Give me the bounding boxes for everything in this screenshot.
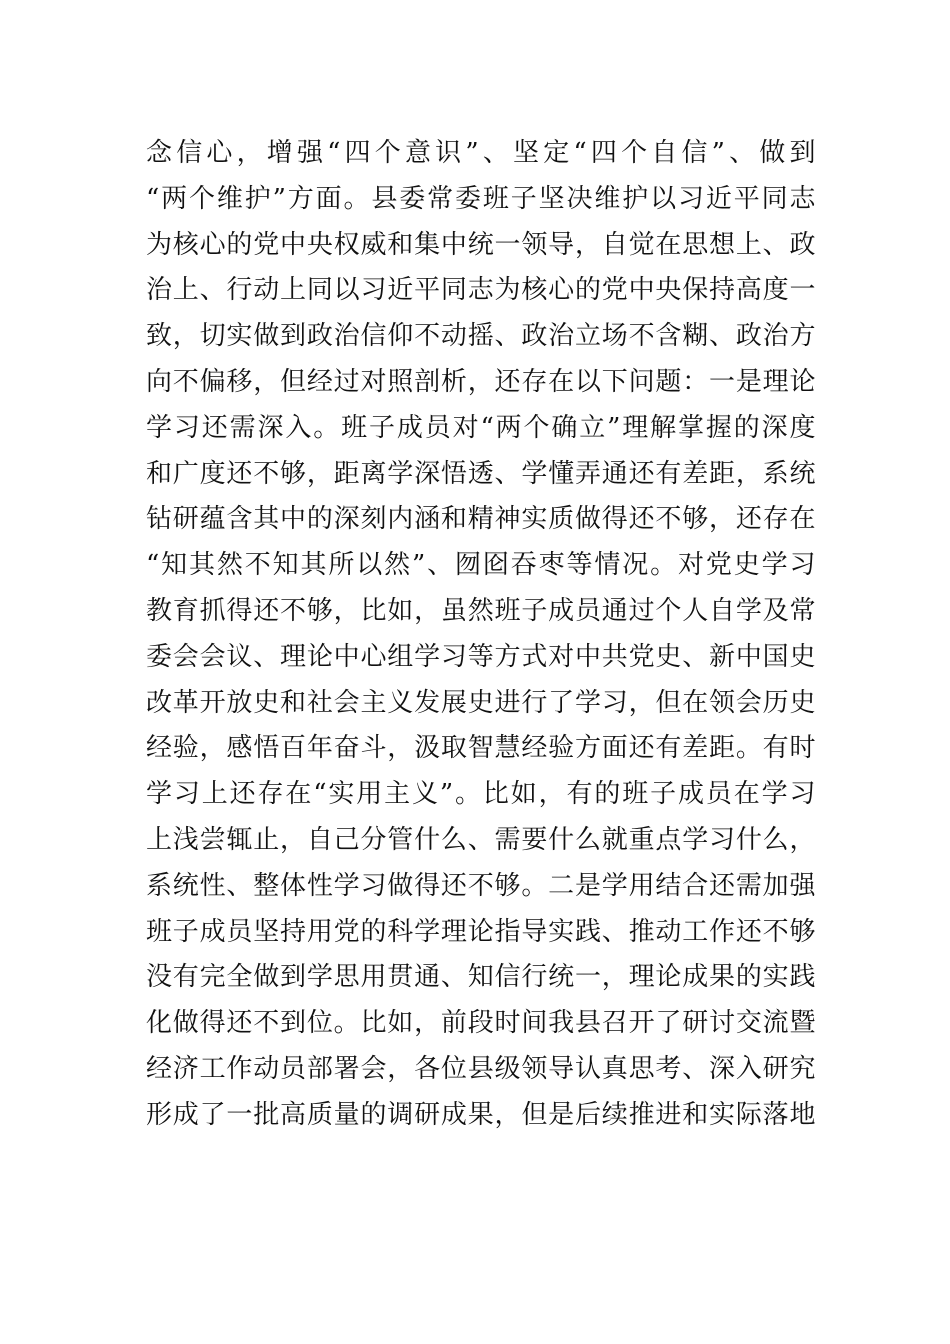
text-line: 教育抓得还不够，比如，虽然班子成员通过个人自学及常 [146,595,816,626]
text-line: 学习上还存在“实用主义”。比如，有的班子成员在学习 [146,779,816,810]
text-line: 上浅尝辄止，自己分管什么、需要什么就重点学习什么， [146,824,816,855]
text-line: 改革开放史和社会主义发展史进行了学习，但在领会历史 [146,687,816,718]
text-line: 经验，感悟百年奋斗，汲取智慧经验方面还有差距。有时 [146,733,816,764]
text-line: 向不偏移，但经过对照剖析，还存在以下问题：一是理论 [146,366,816,397]
text-line: 钻研蕴含其中的深刻内涵和精神实质做得还不够，还存在 [146,504,816,535]
text-line: 班子成员坚持用党的科学理论指导实践、推动工作还不够 [146,916,816,947]
body-paragraph [146,131,816,1139]
text-line: 形成了一批高质量的调研成果，但是后续推进和实际落地 [146,1099,816,1130]
text-line: 经济工作动员部署会，各位县级领导认真思考、深入研究 [146,1053,816,1084]
text-line: 化做得还不到位。比如，前段时间我县召开了研讨交流暨 [146,1008,816,1039]
text-line: 系统性、整体性学习做得还不够。二是学用结合还需加强 [146,870,816,901]
text-line: 治上、行动上同以习近平同志为核心的党中央保持高度一 [146,275,816,306]
text-line: “两个维护”方面。县委常委班子坚决维护以习近平同志 [146,183,816,214]
text-line: 没有完全做到学思用贯通、知信行统一，理论成果的实践 [146,962,816,993]
text-line: 委会会议、理论中心组学习等方式对中共党史、新中国史 [146,641,816,672]
text-line: 为核心的党中央权威和集中统一领导，自觉在思想上、政 [146,229,816,260]
text-line: 念信心，增强“四个意识”、坚定“四个自信”、做到 [146,138,816,168]
text-line: 和广度还不够，距离学深悟透、学懂弄通还有差距，系统 [146,458,816,489]
text-line: “知其然不知其所以然”、囫囵吞枣等情况。对党史学习 [146,550,816,581]
text-line: 致，切实做到政治信仰不动摇、政治立场不含糊、政治方 [146,321,816,352]
text-line: 学习还需深入。班子成员对“两个确立”理解掌握的深度 [146,412,816,443]
